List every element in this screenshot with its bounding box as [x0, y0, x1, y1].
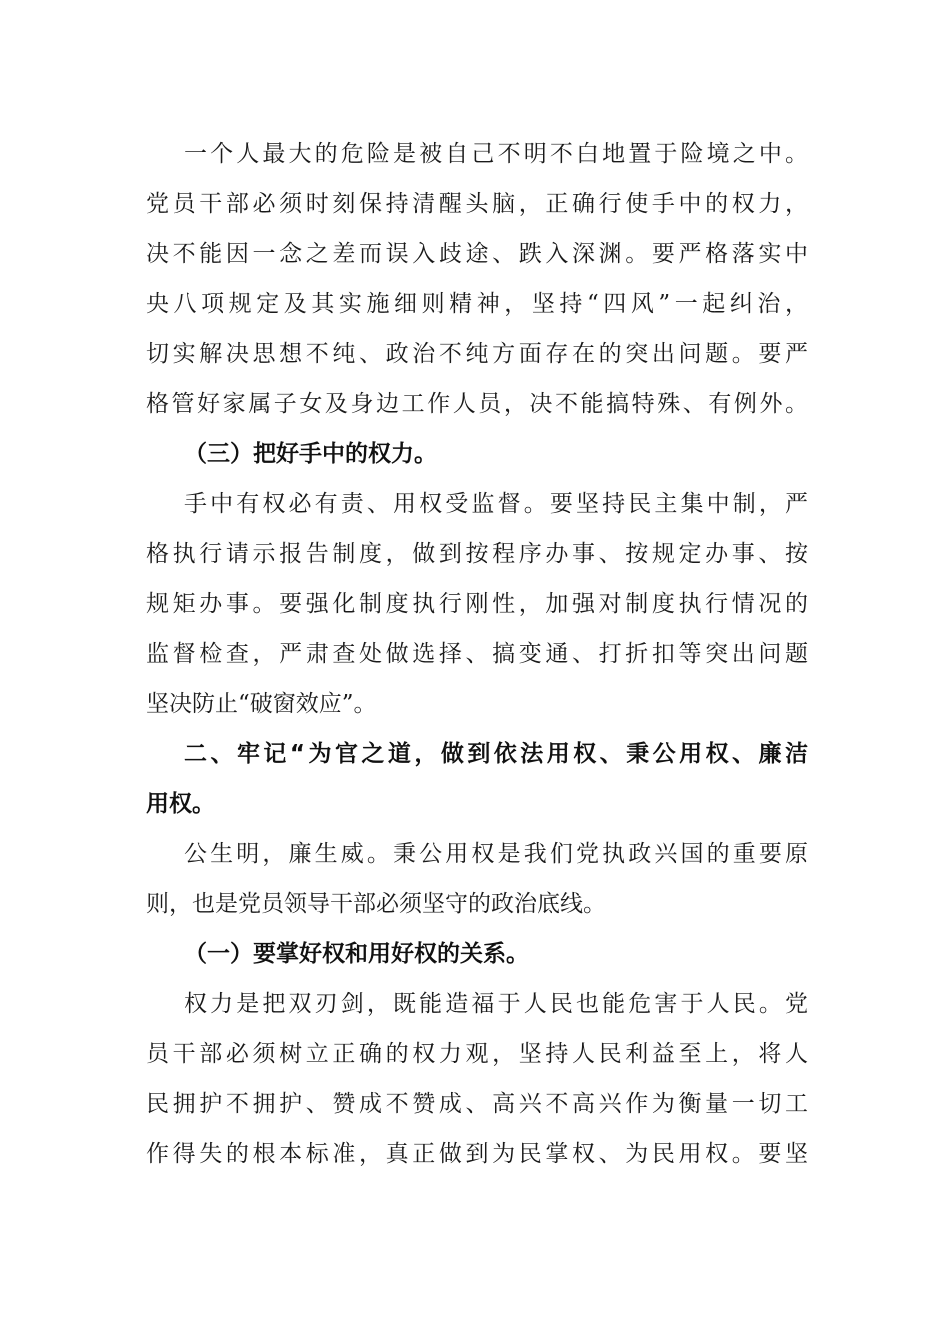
body-line: 格管好家属子女及身边工作人员，决不能搞特殊、有例外。 [146, 391, 808, 417]
body-line: 作得失的根本标准，真正做到为民掌权、为民用权。要坚 [146, 1141, 808, 1167]
chapter-heading: 用权。 [146, 791, 215, 817]
body-line: 决不能因一念之差而误入歧途、跌入深渊。要严格落实中 [146, 241, 808, 267]
body-line: 央八项规定及其实施细则精神，坚持“四风”一起纠治， [146, 291, 808, 317]
body-line: 格执行请示报告制度，做到按程序办事、按规定办事、按 [146, 541, 808, 567]
body-line: 公生明，廉生威。秉公用权是我们党执政兴国的重要原 [184, 841, 808, 867]
body-line: 规矩办事。要强化制度执行刚性，加强对制度执行情况的 [146, 591, 808, 617]
body-line: 切实解决思想不纯、政治不纯方面存在的突出问题。要严 [146, 341, 808, 367]
body-line: 权力是把双刃剑，既能造福于人民也能危害于人民。党 [184, 991, 808, 1017]
body-line: 则，也是党员领导干部必须坚守的政治底线。 [146, 891, 606, 917]
body-line: 手中有权必有责、用权受监督。要坚持民主集中制，严 [184, 491, 808, 517]
chapter-heading: 二、牢记“为官之道，做到依法用权、秉公用权、廉洁 [184, 741, 808, 767]
body-line: 民拥护不拥护、赞成不赞成、高兴不高兴作为衡量一切工 [146, 1091, 808, 1117]
body-line: 监督检查，严肃查处做选择、搞变通、打折扣等突出问题 [146, 641, 808, 667]
section-heading: （三）把好手中的权力。 [184, 441, 437, 467]
body-line: 员干部必须树立正确的权力观，坚持人民利益至上，将人 [146, 1041, 808, 1067]
body-line: 一个人最大的危险是被自己不明不白地置于险境之中。 [184, 141, 808, 167]
body-line: 党员干部必须时刻保持清醒头脑，正确行使手中的权力， [146, 191, 808, 217]
body-line: 坚决防止“破窗效应”。 [146, 691, 377, 717]
section-heading: （一）要掌好权和用好权的关系。 [184, 941, 529, 967]
